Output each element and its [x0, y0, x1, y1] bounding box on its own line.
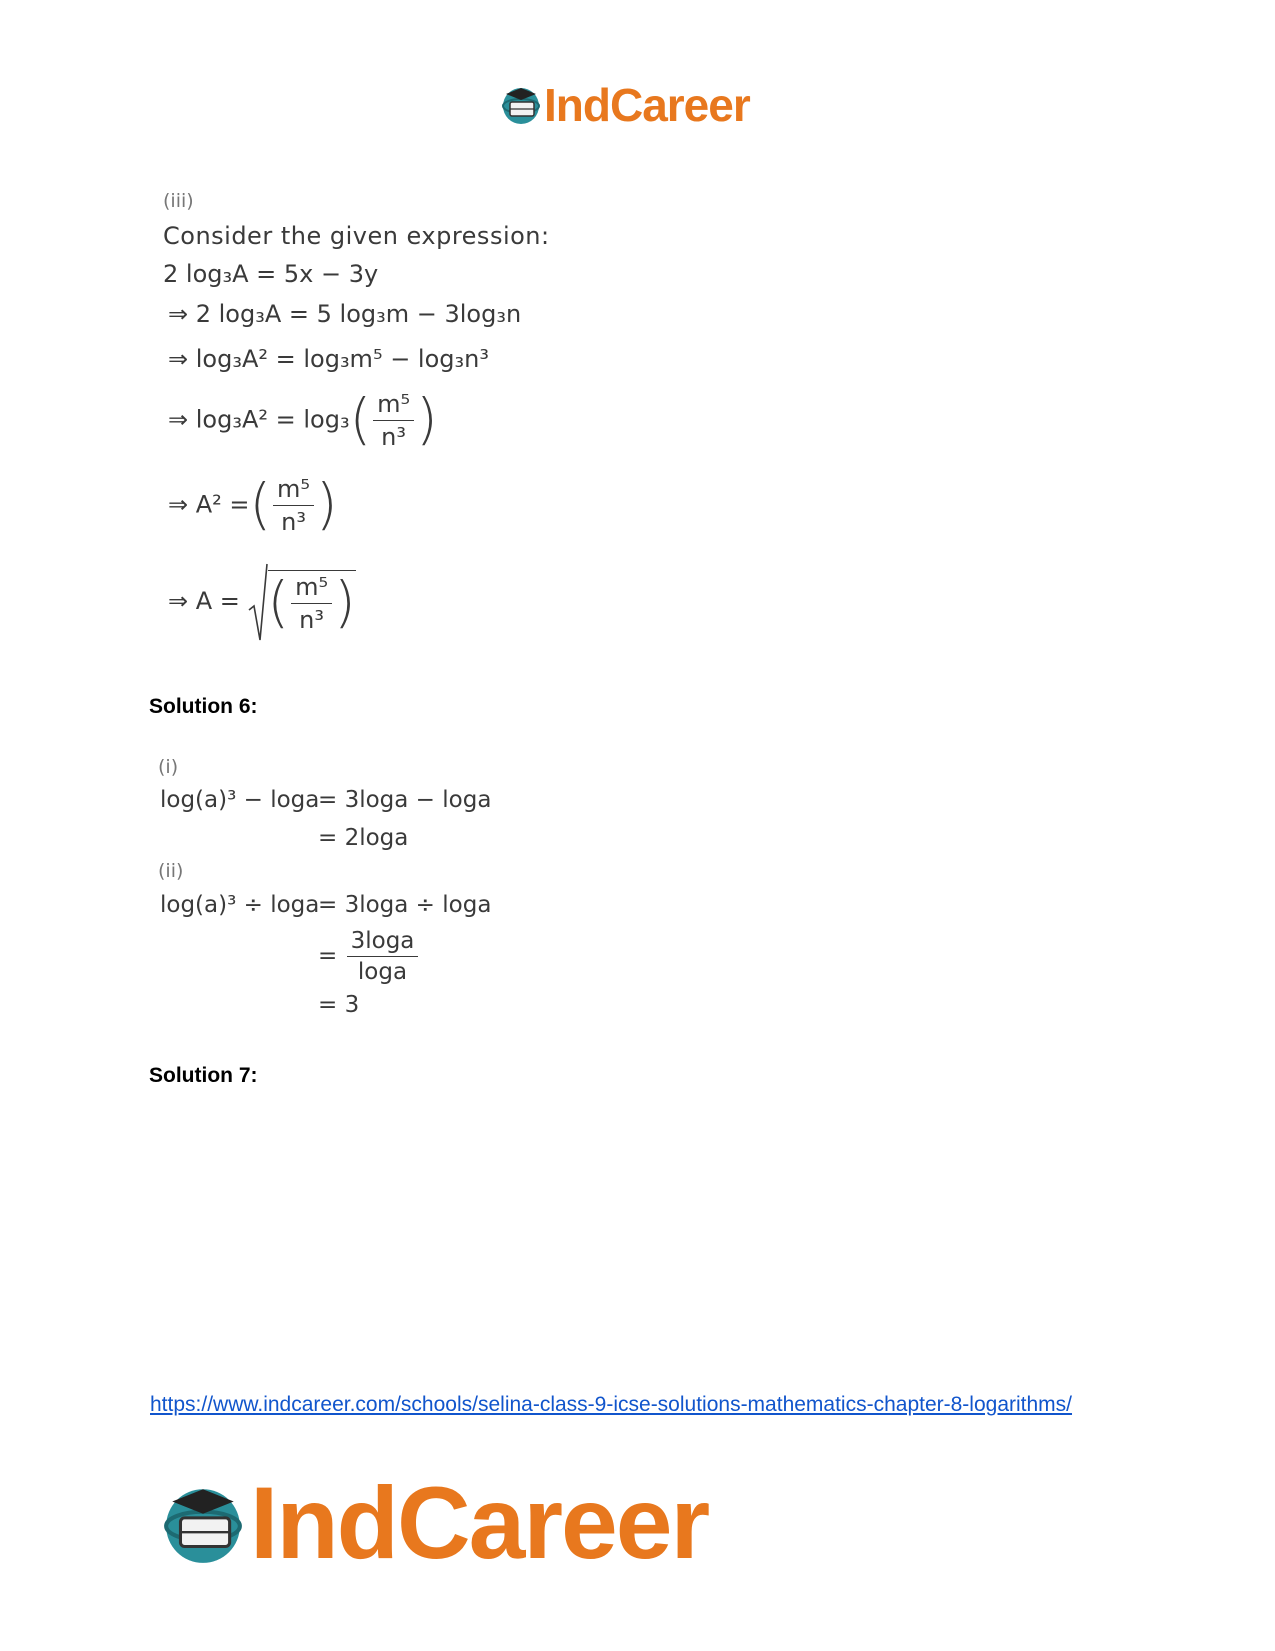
part-ii-step-2: = $\frac{3\log a}{\log a}$	[318, 928, 420, 985]
equation-line-6	[168, 562, 356, 642]
source-url-link[interactable]: https://www.indcareer.com/schools/selina-class-9-icse-solutions-mathematics-chapter-8-logarithms/	[150, 1393, 1073, 1416]
part-ii-result: = 3	[318, 992, 360, 1018]
part-ii-label: (ii)	[158, 860, 184, 882]
equation-line-6-prefix: ⇒ A =	[168, 587, 240, 615]
fraction-3loga-loga: $\frac{3\log a}{\log a}$	[347, 928, 419, 985]
equation-line-2: ⇒ 2 log₃A = 5 log₃m − 3log₃n	[168, 300, 522, 328]
footer-logo	[160, 1465, 708, 1582]
part-ii-lhs: log(a)³ ÷ loga	[160, 892, 320, 918]
fraction-m5-n3: $\frac{\text{m⁵}}{\text{n³}}$	[291, 573, 332, 634]
square-root: ( $\frac{\text{m⁵}}{\text{n³}}$ )	[248, 562, 356, 642]
equation-line-4-prefix: ⇒ log₃A² = log₃	[168, 405, 350, 434]
part-i-step-1: = 3loga − loga	[318, 787, 492, 813]
header-logo	[500, 78, 750, 132]
solution-7-heading: Solution 7:	[149, 1064, 258, 1087]
equation-line-5-prefix: ⇒ A² =	[168, 490, 250, 519]
part-i-label: (i)	[158, 756, 179, 778]
brand-name: IndCareer	[250, 1466, 709, 1580]
equation-line-3: ⇒ log₃A² = log₃m⁵ − log₃n³	[168, 345, 489, 373]
part-i-step-2: = 2loga	[318, 825, 409, 851]
equation-line-5: ⇒ A² =( $\frac{\text{m⁵}}{\text{n³}}$ )	[168, 472, 338, 537]
part-iii-label: (iii)	[163, 190, 194, 212]
fraction-m5-n3: $\frac{\text{m⁵}}{\text{n³}}$	[373, 390, 414, 451]
part-iii-intro: Consider the given expression:	[163, 222, 550, 250]
part-i-lhs: log(a)³ − loga	[160, 787, 320, 813]
equation-line-1: 2 log₃A = 5x − 3y	[163, 260, 379, 288]
radical-sign-icon	[248, 562, 268, 642]
solution-6-heading: Solution 6:	[149, 695, 258, 718]
globe-book-icon	[160, 1481, 246, 1567]
part-ii-step-1: = 3loga ÷ loga	[318, 892, 492, 918]
brand-name: IndCareer	[544, 79, 750, 131]
globe-book-icon	[500, 84, 542, 126]
equation-line-4: ⇒ log₃A² = log₃( $\frac{\text{m⁵}}{\text{n³}}$ )	[168, 387, 438, 452]
fraction-m5-n3: $\frac{\text{m⁵}}{\text{n³}}$	[273, 475, 314, 536]
